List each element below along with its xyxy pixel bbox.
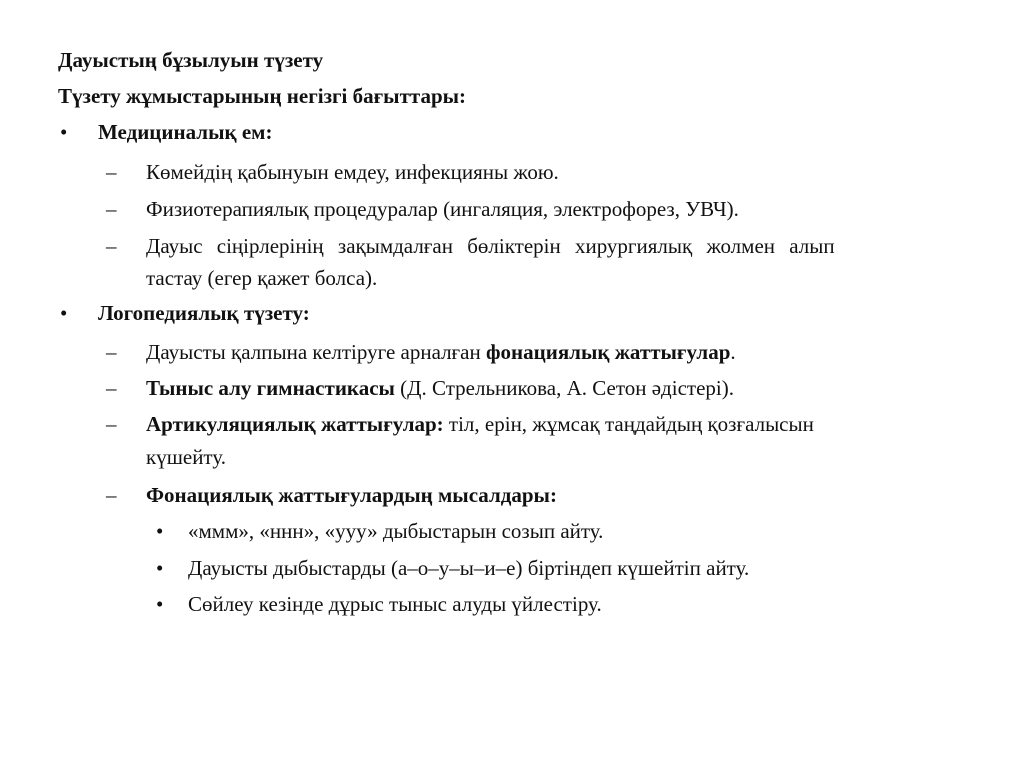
list-item — [146, 335, 736, 369]
sub-list-item: Дауысты дыбыстарды (а–о–у–ы–и–е) біртіндеп күшейтіп айту. — [188, 556, 750, 580]
bullet-icon: • — [156, 519, 164, 543]
page-subtitle: Түзету жұмыстарының негізгі бағыттары: — [58, 84, 467, 108]
list-item-text: Дауысты қалпына келтіруге арналған — [146, 340, 486, 364]
dash-icon: – — [106, 483, 117, 507]
list-item-continuation: тастау (егер қажет болса). — [146, 266, 378, 290]
sub-list-item: Сөйлеу кезінде дұрыс тыныс алуды үйлестіру. — [188, 592, 602, 616]
list-item-emphasis: фонациялық жаттығулар — [485, 340, 731, 364]
list-item: Көмейдің қабынуын емдеу, инфекцияны жою. — [146, 160, 559, 184]
bullet-icon: • — [156, 592, 164, 616]
dash-icon: – — [106, 376, 117, 400]
bullet-icon: • — [60, 120, 68, 144]
list-item-continuation: күшейту. — [146, 445, 226, 469]
dash-icon: – — [106, 197, 117, 221]
dash-icon: – — [106, 340, 117, 364]
bullet-icon: • — [60, 301, 68, 325]
list-item — [146, 371, 734, 405]
section-heading-speech: Логопедиялық түзету: — [98, 301, 310, 325]
list-item-emphasis: Артикуляциялық жаттығулар: — [146, 412, 444, 436]
list-item-emphasis: Тыныс алу гимнастикасы — [146, 376, 395, 400]
list-item: Дауыс сіңірлерінің зақымдалған бөліктерін хирургиялық жолмен алып — [146, 234, 835, 258]
list-item: Физиотерапиялық процедуралар (ингаляция, электрофорез, УВЧ). — [146, 197, 739, 221]
bullet-icon: • — [156, 556, 164, 580]
sub-list-item: «ммм», «ннн», «ууу» дыбыстарын созып айту. — [188, 519, 604, 543]
dash-icon: – — [106, 412, 117, 436]
dash-icon: – — [106, 234, 117, 258]
list-item-text: (Д. Стрельникова, А. Сетон әдістері). — [394, 376, 734, 400]
list-item — [146, 407, 814, 441]
list-item-text: . — [730, 340, 736, 364]
section-heading-medical: Медициналық ем: — [98, 120, 273, 144]
list-item-heading: Фонациялық жаттығулардың мысалдары: — [146, 483, 557, 507]
list-item-text: тіл, ерін, жұмсақ таңдайдың қозғалысын — [443, 412, 814, 436]
page-title: Дауыстың бұзылуын түзету — [58, 48, 324, 72]
dash-icon: – — [106, 160, 117, 184]
